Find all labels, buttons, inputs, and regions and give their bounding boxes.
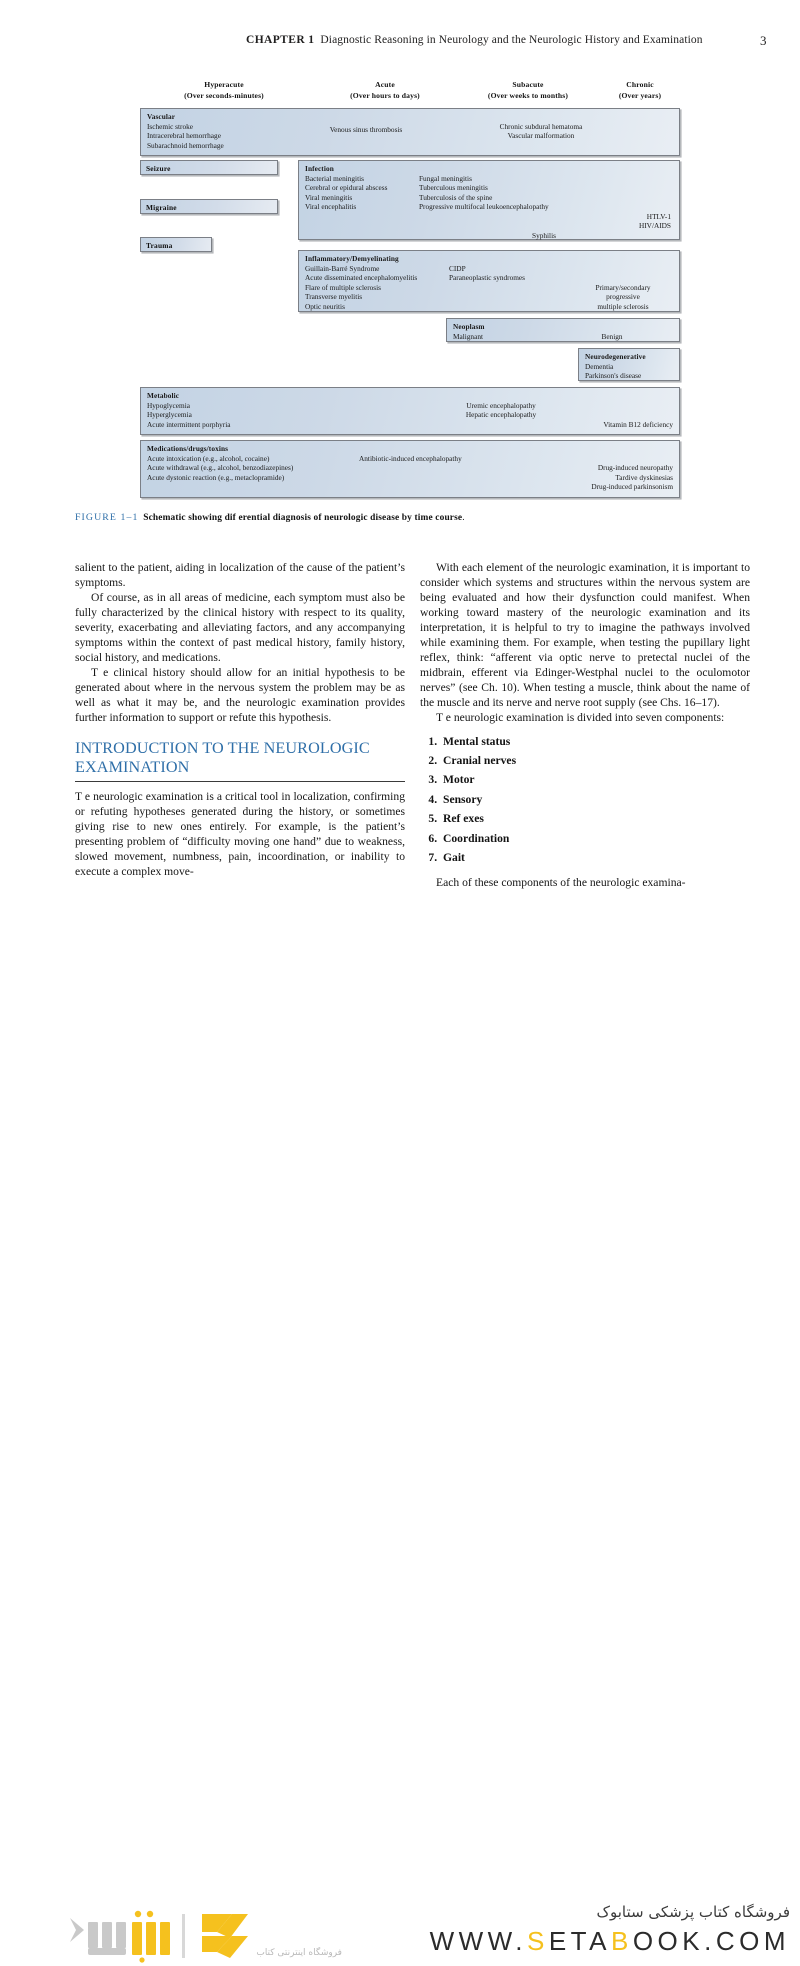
box-item: Parkinson's disease xyxy=(585,371,642,380)
box-title-medications: Medications/drugs/toxins xyxy=(147,444,229,453)
box-item: Acute intoxication (e.g., alcohol, cocaine) xyxy=(147,453,270,463)
column-header-chronic-name: Chronic xyxy=(626,80,654,89)
box-item: Acute dystonic reaction (e.g., metaclopramide) xyxy=(147,472,285,482)
box-title-seizure: Seizure xyxy=(146,164,171,173)
figure-caption-period: . xyxy=(462,513,465,523)
column-header-hyperacute-sub: (Over seconds-minutes) xyxy=(184,90,264,100)
paragraph: salient to the patient, aiding in localization of the cause of the patient’s symptoms. xyxy=(75,561,405,590)
box-item: Optic neuritis xyxy=(305,301,345,311)
box-item: Uremic encephalopathy xyxy=(466,400,536,410)
box-item: Subarachnoid hemorrhage xyxy=(147,140,224,150)
figure-column-headers xyxy=(140,78,682,104)
url-prefix: WWW. xyxy=(429,1926,527,1956)
list-item: 7. Gait xyxy=(440,848,750,867)
box-title-migraine: Migraine xyxy=(146,203,177,212)
running-head xyxy=(0,34,800,56)
figure-caption xyxy=(75,512,715,523)
watermark-url xyxy=(400,1926,790,1957)
paragraph: T e neurologic examination is divided into seven components: xyxy=(436,711,725,725)
box-item: Tuberculous meningitis xyxy=(419,183,488,192)
figure-box-medications-drugs-toxins xyxy=(140,440,680,498)
running-head-title xyxy=(246,34,726,46)
url-b: B xyxy=(610,1926,633,1956)
column-header-hyperacute-name: Hyperacute xyxy=(204,80,244,89)
figure-box-migraine xyxy=(140,199,278,214)
list-item: 2. Cranial nerves xyxy=(440,751,750,770)
paragraph: With each element of the neurologic examination, it is important to consider which systems and structures within the nervous system are being evaluated and how their dysfunction could manifest. When working toward mastery of the neurologic examination and its interpretation, it is helpful to try to imagine the pathways involved while examining them. For example, when testing the pupillary light reflex, think: “afferent via optic nerve to pretectal nuclei of the midbrain, efferent via Edinger-Westphal nuclei to the oculomotor nerves” (see Ch. 10). When testing a muscle, think about the name of the muscle and its nerve and nerve root supply (see Chs. 16–17). xyxy=(420,561,750,710)
box-item: Drug-induced parkinsonism xyxy=(591,482,673,491)
box-item: Cerebral or epidural abscess xyxy=(305,183,388,192)
column-header-chronic-sub: (Over years) xyxy=(618,90,662,100)
box-item: Syphilis xyxy=(532,230,556,240)
figure-1-1 xyxy=(140,78,682,498)
list-item: 6. Coordination xyxy=(440,829,750,848)
watermark-logo-subtitle: فروشگاه اینترنتی کتاب xyxy=(256,1948,342,1958)
figure-box-inflammatory-demyelinating xyxy=(298,250,680,312)
box-item: Primary/secondary xyxy=(595,282,651,292)
exam-components-list xyxy=(420,732,750,868)
box-item: progressive xyxy=(606,292,640,301)
page-number: 3 xyxy=(760,33,767,48)
box-item: CIDP xyxy=(449,263,466,273)
box-item: Vitamin B12 deficiency xyxy=(603,419,673,429)
box-item: Drug-induced neuropathy xyxy=(597,463,673,472)
chapter-label: CHAPTER 1 xyxy=(246,34,315,46)
box-item: Malignant xyxy=(453,331,483,341)
box-item: Ischemic stroke xyxy=(147,121,193,131)
box-item: Acute withdrawal (e.g., alcohol, benzodiazepines) xyxy=(147,463,294,472)
box-item: Acute disseminated encephalomyelitis xyxy=(305,273,418,282)
column-header-subacute-name: Subacute xyxy=(512,80,544,89)
body-column-left xyxy=(75,560,405,879)
column-header-hyperacute xyxy=(134,80,314,101)
paragraph: Each of these components of the neurologic examina- xyxy=(436,876,686,890)
box-item: Benign xyxy=(601,331,623,341)
paragraph: Of course, as in all areas of medicine, each symptom must also be fully characterized by the clinical history with respect to its quality, severity, exacerbating and alleviating factors, and any accompanying symptoms within the context of past medical history, family history, social history, and medications. xyxy=(75,591,405,665)
list-item: 1. Mental status xyxy=(440,732,750,751)
figure-caption-label: FIGURE 1–1 xyxy=(75,512,139,523)
figure-box-neurodegenerative xyxy=(578,348,680,381)
box-item: HTLV-1 xyxy=(646,211,671,221)
box-item: Hypoglycemia xyxy=(147,400,190,410)
box-item: Progressive multifocal leukoencephalopathy xyxy=(419,202,549,211)
box-item: Bacterial meningitis xyxy=(305,173,364,183)
box-item: HIV/AIDS xyxy=(638,221,671,230)
list-item: 3. Motor xyxy=(440,770,750,789)
figure-box-metabolic xyxy=(140,387,680,435)
figure-box-vascular xyxy=(140,108,680,156)
box-title-neurodegenerative: Neurodegenerative xyxy=(585,352,646,361)
url-eta: ETA xyxy=(548,1926,611,1956)
box-item: Hepatic encephalopathy xyxy=(465,410,537,419)
list-item: 5. Ref exes xyxy=(440,809,750,828)
box-item: Hyperglycemia xyxy=(147,410,192,419)
paragraph: T e neurologic examination is a critical tool in localization, confirming or refuting hypotheses generated during the history, or sometimes giving rise to new ones entirely. For example, is the patient’s presenting problem of “difficulty moving one hand” due to weakness, slowed movement, numbness, pain, incoordination, or inability to execute a complex move- xyxy=(75,789,405,878)
watermark-tagline: فروشگاه کتاب پزشکی ستابوک xyxy=(596,1903,790,1921)
box-item: Flare of multiple sclerosis xyxy=(305,282,381,292)
box-item: Acute intermittent porphyria xyxy=(147,419,231,429)
box-title-metabolic: Metabolic xyxy=(147,391,180,400)
box-item: Viral meningitis xyxy=(305,192,353,202)
box-title-neoplasm: Neoplasm xyxy=(453,322,485,331)
figure-box-trauma xyxy=(140,237,212,252)
watermark-footer xyxy=(0,948,800,1958)
box-item: Antibiotic-induced encephalopathy xyxy=(359,453,462,463)
box-item: Tuberculosis of the spine xyxy=(419,192,493,202)
box-item: Viral encephalitis xyxy=(305,202,357,211)
box-item: Tardive dyskinesias xyxy=(615,472,673,482)
figure-box-neoplasm xyxy=(446,318,680,342)
url-s: S xyxy=(527,1926,549,1956)
box-item: Chronic subdural hematoma xyxy=(499,121,583,131)
box-title-inflammatory: Inflammatory/Demyelinating xyxy=(305,254,399,263)
box-item: Paraneoplastic syndromes xyxy=(449,273,525,282)
box-item: Intracerebral hemorrhage xyxy=(147,131,221,140)
box-item: multiple sclerosis xyxy=(597,301,649,311)
box-title-infection: Infection xyxy=(305,164,334,173)
column-header-chronic xyxy=(560,80,720,101)
column-header-acute-name: Acute xyxy=(375,80,395,89)
box-item: Transverse myelitis xyxy=(305,292,363,301)
section-divider xyxy=(75,781,405,782)
figure-box-seizure xyxy=(140,160,278,175)
figure-caption-text: Schematic showing dif erential diagnosis of neurologic disease by time course xyxy=(143,513,463,523)
box-item: Venous sinus thrombosis xyxy=(329,125,403,134)
body-column-right xyxy=(420,560,750,890)
figure-box-infection xyxy=(298,160,680,240)
list-item: 4. Sensory xyxy=(440,790,750,809)
box-title-vascular: Vascular xyxy=(147,112,176,121)
chapter-title: Diagnostic Reasoning in Neurology and the Neurologic History and Examination xyxy=(320,34,703,46)
box-item: Dementia xyxy=(585,361,614,371)
paragraph: T e clinical history should allow for an initial hypothesis to be generated about where in the nervous system the problem may be as well as what it may be, and the neurologic examination provides further information to support or refute this hypothesis. xyxy=(75,666,405,725)
box-title-trauma: Trauma xyxy=(146,241,173,250)
url-suffix: OOK.COM xyxy=(632,1926,790,1956)
box-item: Guillain-Barré Syndrome xyxy=(305,263,380,273)
column-header-subacute-sub: (Over weeks to months) xyxy=(487,90,569,100)
section-heading-introduction: INTRODUCTION TO THE NEUROLOGIC EXAMINATION xyxy=(75,738,370,776)
column-header-acute-sub: (Over hours to days) xyxy=(350,90,420,100)
box-item: Fungal meningitis xyxy=(419,173,472,183)
box-item: Vascular malformation xyxy=(507,131,575,140)
